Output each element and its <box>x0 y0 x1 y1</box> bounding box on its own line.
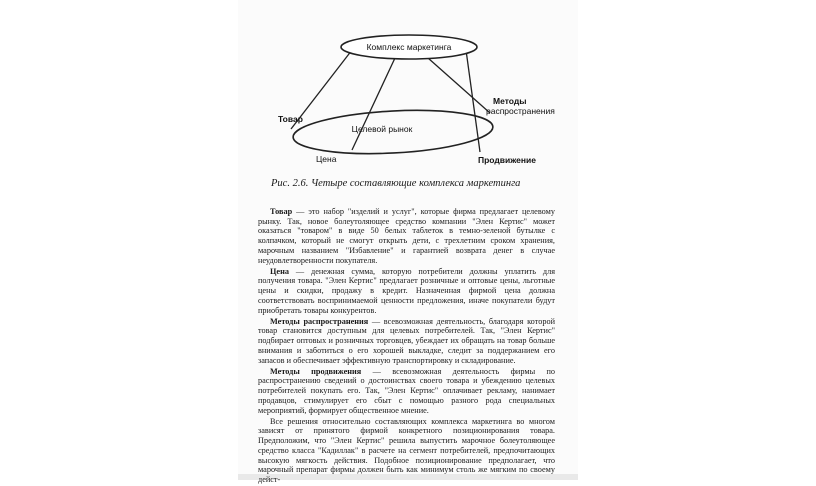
paragraph-place-text: — всевозможная деятельность, благодаря которой товар становится доступным для целевых потребителей. Так, "Элен Кертис" подбирает оптовых и розничных торговцев, убеждает их обращать на товар больше внимания и заботиться о его хорошей выкладке, следит за поддержанием его запасов и обеспечивает эффективную транспортировку и складирование. <box>258 316 555 365</box>
term-product: Товар <box>270 207 293 216</box>
product-label: Товар <box>278 114 303 124</box>
connector-promotion <box>466 50 480 152</box>
paragraph-promotion <box>258 367 555 416</box>
connector-price <box>352 58 395 150</box>
paragraph-promotion-text: — всевозможная деятельность фирмы по распространению сведений о достоинствах своего товара и убеждению целевых потребителей покупать его. Так, "Элен Кертис" оплачивает рекламу, нанимает продавцов, стимулирует его сбыт с помощью разного рода специальных мероприятий, формирует общественное мнение. <box>258 366 556 415</box>
paragraph-price-text: — денежная сумма, которую потребители должны уплатить для получения товара. "Элен Кертис" предлагает розничные и оптовые цены, льготные цены и скидки, продажу в кредит. Назначенная фирмой цена должна соответствовать воспринимаемой ценности предложения, иначе покупатели будут приобретать товары конкурентов. <box>258 266 555 315</box>
paragraph-positioning <box>258 417 555 485</box>
promotion-label: Продвижение <box>478 155 536 165</box>
paragraph-place <box>258 317 555 366</box>
place-label-line2: распространения <box>486 106 555 116</box>
figure-caption: Рис. 2.6. Четыре составляющие комплекса маркетинга <box>271 178 521 189</box>
paragraph-product-text: — это набор "изделий и услуг", которые фирма предлагает целевому рынку. Так, новое болеутоляющее средство компании "Элен Кертис" может оказаться "товаром" в виде 50 белых таблеток в темно-зеленой бутылке с колпачком, который не смогут открыть дети, с трехлетним сроком хранения, марочным названием "Избавление" и гарантией возврата денег в случае неудовлетворенности покупателя. <box>258 207 555 265</box>
body-text <box>258 207 555 486</box>
target-market-label: Целевой рынок <box>351 124 413 134</box>
connector-place <box>428 58 490 113</box>
marketing-mix-diagram <box>238 0 578 180</box>
term-promotion: Методы продвижения <box>270 366 362 376</box>
paragraph-price <box>258 267 555 316</box>
place-label-line1: Методы <box>493 96 527 106</box>
price-label: Цена <box>316 154 337 164</box>
term-price: Цена <box>270 266 289 276</box>
paragraph-positioning-text: Все решения относительно составляющих комплекса маркетинга во многом зависят от принятого фирмой конкретного позиционирования товара. Предположим, что "Элен Кертис" решила выпустить марочное болеутоляющее средство класса "Кадиллак" в расчете на сегмент потребителей, предпочитающих высокую мягкость действия. Подобное позиционирование предполагает, что марочный препарат фирмы должен быть как минимум столь же мягким по своему дейст- <box>258 416 555 484</box>
term-place: Методы распространения <box>270 316 369 326</box>
paragraph-product <box>258 207 555 265</box>
marketing-mix-label: Комплекс маркетинга <box>366 42 452 52</box>
